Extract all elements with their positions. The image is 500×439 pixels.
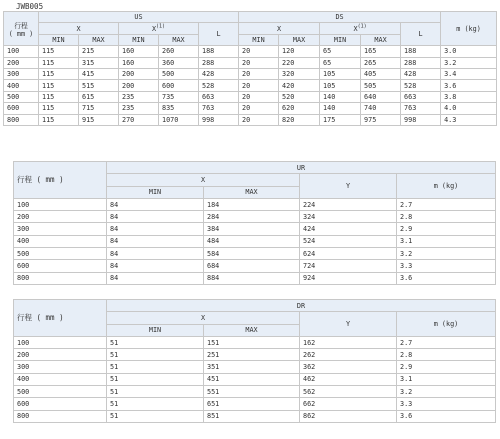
table-row xyxy=(14,198,496,210)
table-cell: 3.1 xyxy=(397,235,496,247)
us-x1-header: $X^{(1)}$ xyxy=(119,23,199,34)
table-row xyxy=(14,260,496,272)
table-row xyxy=(14,211,496,223)
min-header: MIN xyxy=(107,186,204,198)
table-cell: 288 xyxy=(199,57,239,68)
table-row xyxy=(14,272,496,284)
table-cell: 528 xyxy=(199,80,239,91)
table-cell: 235 xyxy=(119,91,159,102)
table-cell: 884 xyxy=(204,272,300,284)
ur-dimension-table xyxy=(13,161,496,285)
table-cell: 763 xyxy=(401,103,441,114)
us-x-header: X xyxy=(39,23,119,34)
table-cell: 51 xyxy=(107,410,204,422)
table-row xyxy=(4,57,497,68)
table-cell: 620 xyxy=(279,103,320,114)
table-cell: 428 xyxy=(401,68,441,79)
us-l-header: L xyxy=(199,23,239,46)
table-cell: 200 xyxy=(14,349,107,361)
table-cell: 51 xyxy=(107,336,204,348)
table-cell: 600 xyxy=(159,80,199,91)
table-cell: 115 xyxy=(39,103,79,114)
table-cell: 300 xyxy=(4,68,39,79)
stroke-label: 行程 xyxy=(14,21,28,30)
table-cell: 105 xyxy=(320,80,361,91)
table-cell: 65 xyxy=(320,57,361,68)
table-cell: 584 xyxy=(204,248,300,260)
table-cell: 3.4 xyxy=(441,68,497,79)
table-cell: 115 xyxy=(39,80,79,91)
table-cell: 140 xyxy=(320,91,361,102)
table-cell: 100 xyxy=(14,336,107,348)
table-cell: 51 xyxy=(107,349,204,361)
table-cell: 100 xyxy=(14,198,107,210)
dr-table-body xyxy=(14,336,496,422)
table-cell: 188 xyxy=(199,46,239,57)
table-cell: 800 xyxy=(14,410,107,422)
table-cell: 998 xyxy=(199,114,239,125)
table-cell: 424 xyxy=(300,223,397,235)
table-cell: 820 xyxy=(279,114,320,125)
table-cell: 20 xyxy=(239,57,279,68)
table-cell: 105 xyxy=(320,68,361,79)
table-cell: 405 xyxy=(361,68,401,79)
table-cell: 315 xyxy=(79,57,119,68)
table-cell: 924 xyxy=(300,272,397,284)
group-us-header: US xyxy=(39,12,239,23)
table-cell: 651 xyxy=(204,398,300,410)
table-cell: 115 xyxy=(39,46,79,57)
ur-y-header: Y xyxy=(300,174,397,199)
table-cell: 975 xyxy=(361,114,401,125)
dr-x-header: X xyxy=(107,312,300,324)
mass-header: m (kg) xyxy=(397,312,496,337)
table-cell: 862 xyxy=(300,410,397,422)
table-cell: 740 xyxy=(361,103,401,114)
table-cell: 84 xyxy=(107,211,204,223)
table-cell: 84 xyxy=(107,223,204,235)
table-cell: 115 xyxy=(39,68,79,79)
ds-x1-header: $X^{(1)}$ xyxy=(320,23,401,34)
table-row xyxy=(14,223,496,235)
ds-l-header: L xyxy=(401,23,441,46)
table-cell: 270 xyxy=(119,114,159,125)
table-cell: 251 xyxy=(204,349,300,361)
table-cell: 2.7 xyxy=(397,198,496,210)
table-row xyxy=(14,398,496,410)
table-cell: 640 xyxy=(361,91,401,102)
group-dr-header: DR xyxy=(107,300,496,312)
table-cell: 2.8 xyxy=(397,211,496,223)
table-row xyxy=(14,349,496,361)
table-cell: 3.3 xyxy=(397,398,496,410)
table-cell: 420 xyxy=(279,80,320,91)
table-cell: 451 xyxy=(204,373,300,385)
table-cell: 998 xyxy=(401,114,441,125)
table-cell: 462 xyxy=(300,373,397,385)
table-cell: 351 xyxy=(204,361,300,373)
table-cell: 165 xyxy=(361,46,401,57)
table-cell: 51 xyxy=(107,373,204,385)
table-cell: 300 xyxy=(14,223,107,235)
table-cell: 663 xyxy=(199,91,239,102)
table-row xyxy=(14,386,496,398)
table-cell: 615 xyxy=(79,91,119,102)
table-cell: 500 xyxy=(159,68,199,79)
table-cell: 400 xyxy=(14,373,107,385)
dr-dimension-table xyxy=(13,299,496,423)
ur-x-header: X xyxy=(107,174,300,186)
table-cell: 260 xyxy=(159,46,199,57)
mass-header: m (kg) xyxy=(397,174,496,199)
table-cell: 2.9 xyxy=(397,361,496,373)
table-cell: 851 xyxy=(204,410,300,422)
table-cell: 3.6 xyxy=(441,80,497,91)
table-cell: 428 xyxy=(199,68,239,79)
table-cell: 505 xyxy=(361,80,401,91)
table-cell: 51 xyxy=(107,361,204,373)
max-header: MAX xyxy=(279,34,320,45)
table-cell: 84 xyxy=(107,198,204,210)
table-cell: 200 xyxy=(4,57,39,68)
table-cell: 51 xyxy=(107,398,204,410)
table-cell: 384 xyxy=(204,223,300,235)
stroke-header xyxy=(4,12,39,46)
table-cell: 20 xyxy=(239,68,279,79)
table-cell: 400 xyxy=(14,235,107,247)
group-ur-header: UR xyxy=(107,162,496,174)
table-cell: 715 xyxy=(79,103,119,114)
table-cell: 20 xyxy=(239,46,279,57)
min-header: MIN xyxy=(39,34,79,45)
table-cell: 200 xyxy=(14,211,107,223)
table-row xyxy=(14,410,496,422)
table-cell: 265 xyxy=(361,57,401,68)
table-cell: 800 xyxy=(14,272,107,284)
table-cell: 175 xyxy=(320,114,361,125)
table-cell: 160 xyxy=(119,57,159,68)
table-cell: 500 xyxy=(4,91,39,102)
table-cell: 915 xyxy=(79,114,119,125)
table-cell: 4.0 xyxy=(441,103,497,114)
table-row xyxy=(14,336,496,348)
table-row xyxy=(14,373,496,385)
table-cell: 3.8 xyxy=(441,91,497,102)
table-row xyxy=(4,68,497,79)
table-row xyxy=(14,235,496,247)
group-ds-header: DS xyxy=(239,12,441,23)
table-cell: 2.8 xyxy=(397,349,496,361)
table-cell: 724 xyxy=(300,260,397,272)
table-row xyxy=(4,103,497,114)
table-cell: 84 xyxy=(107,260,204,272)
table-cell: 120 xyxy=(279,46,320,57)
table-cell: 400 xyxy=(4,80,39,91)
table-cell: 800 xyxy=(4,114,39,125)
max-header: MAX xyxy=(204,324,300,336)
table-cell: 188 xyxy=(401,46,441,57)
table-cell: 324 xyxy=(300,211,397,223)
table-cell: 663 xyxy=(401,91,441,102)
table-cell: 3.1 xyxy=(397,373,496,385)
table-cell: 288 xyxy=(401,57,441,68)
table-cell: 115 xyxy=(39,114,79,125)
stroke-unit: ( mm ) xyxy=(8,29,34,38)
table-cell: 320 xyxy=(279,68,320,79)
table-cell: 3.2 xyxy=(397,386,496,398)
table-cell: 528 xyxy=(401,80,441,91)
table-cell: 84 xyxy=(107,248,204,260)
table-cell: 235 xyxy=(119,103,159,114)
table-cell: 160 xyxy=(119,46,159,57)
ds-x-header: X xyxy=(239,23,320,34)
table-cell: 200 xyxy=(119,68,159,79)
min-header: MIN xyxy=(119,34,159,45)
dr-y-header: Y xyxy=(300,312,397,337)
table-cell: 3.2 xyxy=(441,57,497,68)
table-cell: 65 xyxy=(320,46,361,57)
table-cell: 3.6 xyxy=(397,410,496,422)
table-cell: 262 xyxy=(300,349,397,361)
table-cell: 20 xyxy=(239,80,279,91)
table-row xyxy=(14,361,496,373)
table-cell: 684 xyxy=(204,260,300,272)
table-cell: 300 xyxy=(14,361,107,373)
table-cell: 115 xyxy=(39,91,79,102)
table-cell: 415 xyxy=(79,68,119,79)
max-header: MAX xyxy=(361,34,401,45)
table-cell: 520 xyxy=(279,91,320,102)
us-ds-dimension-table xyxy=(3,11,497,126)
model-code: JWB005 xyxy=(16,2,44,11)
table-cell: 20 xyxy=(239,91,279,102)
table-cell: 2.9 xyxy=(397,223,496,235)
us-ds-table-body xyxy=(4,46,497,126)
table-cell: 162 xyxy=(300,336,397,348)
max-header: MAX xyxy=(204,186,300,198)
min-header: MIN xyxy=(107,324,204,336)
table-cell: 151 xyxy=(204,336,300,348)
table-cell: 360 xyxy=(159,57,199,68)
table-cell: 215 xyxy=(79,46,119,57)
table-row xyxy=(4,114,497,125)
table-cell: 84 xyxy=(107,272,204,284)
table-cell: 2.7 xyxy=(397,336,496,348)
table-cell: 140 xyxy=(320,103,361,114)
max-header: MAX xyxy=(79,34,119,45)
table-cell: 220 xyxy=(279,57,320,68)
table-cell: 600 xyxy=(14,398,107,410)
table-row xyxy=(4,91,497,102)
table-cell: 284 xyxy=(204,211,300,223)
table-cell: 562 xyxy=(300,386,397,398)
table-row xyxy=(4,46,497,57)
table-cell: 4.3 xyxy=(441,114,497,125)
table-cell: 1070 xyxy=(159,114,199,125)
table-cell: 3.2 xyxy=(397,248,496,260)
table-cell: 500 xyxy=(14,386,107,398)
table-cell: 224 xyxy=(300,198,397,210)
table-cell: 624 xyxy=(300,248,397,260)
table-cell: 20 xyxy=(239,114,279,125)
table-cell: 115 xyxy=(39,57,79,68)
table-cell: 835 xyxy=(159,103,199,114)
table-cell: 735 xyxy=(159,91,199,102)
table-cell: 100 xyxy=(4,46,39,57)
min-header: MIN xyxy=(320,34,361,45)
table-cell: 484 xyxy=(204,235,300,247)
table-cell: 3.0 xyxy=(441,46,497,57)
stroke-header: 行程 ( mm ) xyxy=(14,300,107,337)
table-cell: 200 xyxy=(119,80,159,91)
table-cell: 763 xyxy=(199,103,239,114)
table-cell: 51 xyxy=(107,386,204,398)
table-cell: 20 xyxy=(239,103,279,114)
stroke-header: 行程 ( mm ) xyxy=(14,162,107,199)
table-cell: 184 xyxy=(204,198,300,210)
table-cell: 3.3 xyxy=(397,260,496,272)
min-header: MIN xyxy=(239,34,279,45)
ur-table-body xyxy=(14,198,496,284)
table-cell: 362 xyxy=(300,361,397,373)
max-header: MAX xyxy=(159,34,199,45)
table-row xyxy=(4,80,497,91)
table-cell: 500 xyxy=(14,248,107,260)
mass-header: m (kg) xyxy=(441,12,497,46)
table-cell: 524 xyxy=(300,235,397,247)
table-row xyxy=(14,248,496,260)
table-cell: 600 xyxy=(14,260,107,272)
table-cell: 3.6 xyxy=(397,272,496,284)
table-cell: 551 xyxy=(204,386,300,398)
table-cell: 662 xyxy=(300,398,397,410)
table-cell: 600 xyxy=(4,103,39,114)
table-cell: 84 xyxy=(107,235,204,247)
table-cell: 515 xyxy=(79,80,119,91)
